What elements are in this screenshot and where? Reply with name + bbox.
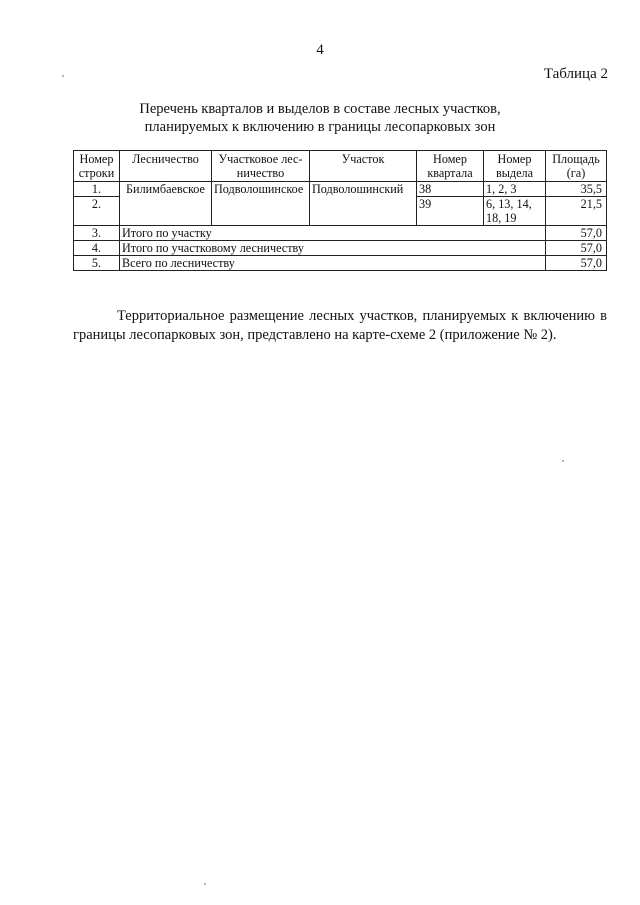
body-paragraph: Территориальное размещение лесных участков, планируемых к включению в границы лесопарковых зон, представлено на карте-схеме 2 (приложение № 2).: [73, 307, 607, 343]
cell-row-number: 4.: [74, 241, 120, 256]
cell-area: 21,5: [546, 197, 607, 226]
title-line-1: Перечень кварталов и выделов в составе лесных участков,: [139, 101, 501, 117]
forest-plots-table: [73, 150, 607, 271]
table-row: [74, 256, 607, 271]
cell-allotment-number: 6, 13, 14, 18, 19: [484, 197, 546, 226]
header-district-forestry: Участковое лес-ничество: [212, 151, 310, 182]
cell-district-forestry: Подволошинское: [212, 182, 310, 197]
cell-row-number: 2.: [74, 197, 120, 226]
cell-area: 57,0: [546, 256, 607, 271]
title-line-2: планируемых к включению в границы лесопарковых зон: [144, 119, 496, 135]
cell-row-number: 5.: [74, 256, 120, 271]
cell-plot-empty: [310, 197, 417, 226]
table-row: [74, 182, 607, 197]
scan-speck: [204, 883, 206, 885]
header-plot: Участок: [310, 151, 417, 182]
table-row: [74, 197, 607, 226]
table-caption: Таблица 2: [543, 66, 608, 82]
header-quarter-number: Номер квартала: [417, 151, 484, 182]
cell-area: 57,0: [546, 241, 607, 256]
cell-total-label: Итого по участку: [120, 226, 546, 241]
scan-speck: [62, 75, 64, 77]
cell-area: 35,5: [546, 182, 607, 197]
cell-allotment-number: 1, 2, 3: [484, 182, 546, 197]
cell-total-label: Итого по участковому лесничеству: [120, 241, 546, 256]
cell-area: 57,0: [546, 226, 607, 241]
cell-quarter-number: 38: [417, 182, 484, 197]
table-row: [74, 226, 607, 241]
cell-row-number: 1.: [74, 182, 120, 197]
header-forestry: Лесничество: [120, 151, 212, 182]
scan-speck: [562, 460, 564, 462]
document-title: [0, 100, 640, 136]
cell-quarter-number: 39: [417, 197, 484, 226]
header-area: Площадь (га): [546, 151, 607, 182]
cell-forestry: Билимбаевское: [120, 182, 212, 197]
table-header-row: [74, 151, 607, 182]
cell-forestry-empty: [120, 197, 212, 226]
page-number: 4: [316, 42, 324, 58]
cell-district-forestry-empty: [212, 197, 310, 226]
header-row-number: Номер строки: [74, 151, 120, 182]
cell-row-number: 3.: [74, 226, 120, 241]
cell-plot: Подволошинский: [310, 182, 417, 197]
table-row: [74, 241, 607, 256]
cell-total-label: Всего по лесничеству: [120, 256, 546, 271]
header-allotment-number: Номер выдела: [484, 151, 546, 182]
